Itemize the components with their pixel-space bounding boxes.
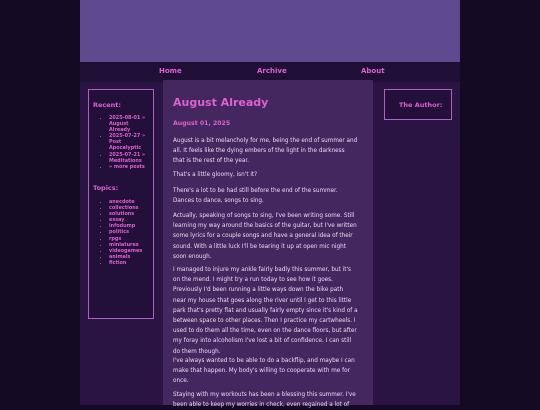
topic-link[interactable]: • politics — [109, 229, 151, 235]
recent-heading: Recent: — [93, 101, 122, 109]
author-heading: The Author: — [399, 101, 443, 109]
topic-link[interactable]: • collections — [109, 205, 151, 211]
nav-archive-link[interactable]: Archive — [257, 67, 287, 75]
post-paragraph: I've always wanted to be able to do a backflip, and maybe I can make that happen. My body's willing to cooperate with me for once. — [173, 358, 355, 385]
post-paragraph: Staying with my workouts has been a blessing this summer. I've been able to keep my worries in check, even regained a lot of — [173, 392, 356, 409]
nav-home-link[interactable]: Home — [159, 67, 182, 75]
topic-link[interactable]: • videogames — [109, 248, 151, 254]
post-paragraph: I managed to injure my ankle fairly badly this summer, but it's on the mend. I might try a run today to see how it goes. Previously I'd been running a little ways down the bike path near my house that goes along the river until I get to this little park that's pretty flat and usually fairly empty since it's kind of a between space to other places. Then I practice my cartwheels. I used to do them all the time, even on the dance floors, but after my foray into alcoholism I've lost a bit of confidence. I can still do them though. — [173, 267, 358, 355]
post-paragraph: Actually, speaking of songs to sing, I've been writing some. Still learning my way around the basics of the guitar, but I've written some lyrics for a couple songs and have a general idea of their sound. With a little luck I'll be tearing it up at open mic night soon enough. — [173, 213, 357, 260]
post-paragraph: August is a bit melancholy for me, being the end of summer and all. It feels like the dying embers of the light in the darkness that is the rest of the year. — [173, 138, 358, 165]
header-banner — [80, 0, 460, 62]
topic-link[interactable]: • rpgs — [109, 236, 151, 242]
nav-about-link[interactable]: About — [361, 67, 385, 75]
recent-item[interactable]: • 2025-07-27 » Post Apocalyptic — [109, 133, 151, 151]
topic-link[interactable]: • miniatures — [109, 242, 151, 248]
recent-item[interactable]: • 2025-07-21 » Meditations — [109, 152, 151, 164]
post-paragraph: That's a little gloomy, isn't it? — [173, 172, 258, 178]
top-nav — [80, 62, 460, 82]
author-box — [384, 89, 452, 120]
recent-list — [89, 115, 151, 170]
post-content — [163, 80, 373, 409]
topics-heading: Topics: — [93, 184, 119, 192]
sidebar — [88, 89, 154, 319]
topic-link[interactable]: • animals — [109, 254, 151, 260]
post-title: August Already — [173, 96, 269, 109]
topic-link[interactable]: • infodump — [109, 223, 151, 229]
post-date: August 01, 2025 — [173, 120, 231, 127]
post-paragraph: There's a lot to be had still before the end of the summer. Dances to dance, songs to sing. — [173, 188, 338, 205]
recent-item[interactable]: • 2025-08-01 » August Already — [109, 115, 151, 133]
topic-link[interactable]: • essay — [109, 217, 151, 223]
topic-link[interactable]: • solutions — [109, 211, 151, 217]
topic-link[interactable]: • fiction — [109, 260, 151, 266]
topics-list — [89, 199, 151, 266]
more-posts-link[interactable]: • » more posts — [109, 164, 151, 170]
topic-link[interactable]: • anecdote — [109, 199, 151, 205]
